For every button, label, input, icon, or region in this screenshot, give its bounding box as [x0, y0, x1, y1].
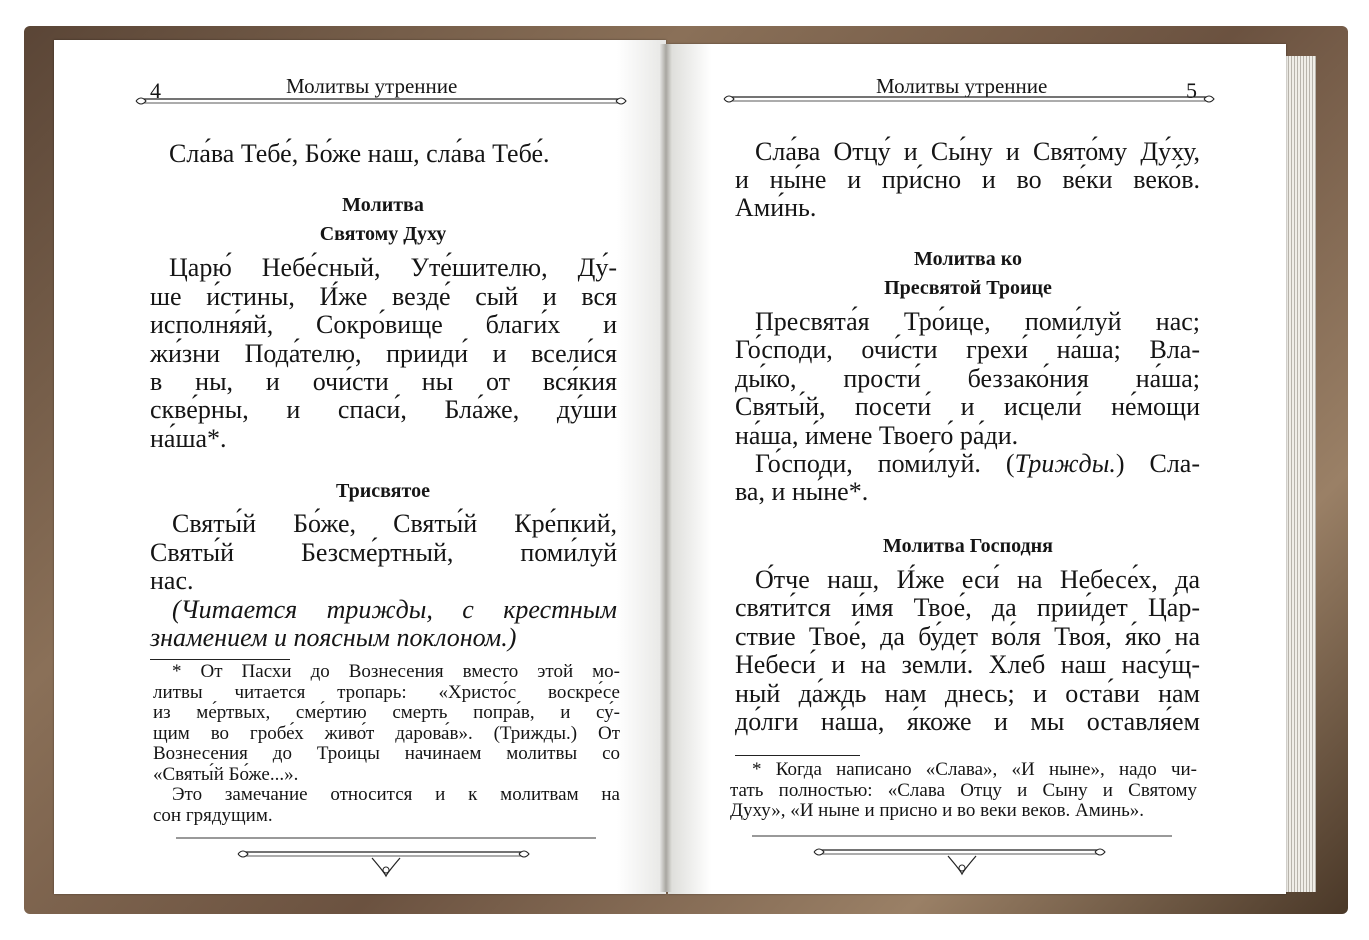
book-spine [660, 44, 672, 892]
left-opening-line: Сла́ва Тебе́, Бо́же наш, сла́ва Тебе́. [169, 139, 550, 168]
text-line: Го́споди, очи́сти грехи́ на́ша; Вла- [735, 335, 1200, 364]
text-line: Царю́ Небе́сный, Уте́шителю, Ду́- [169, 253, 617, 282]
right-header-rule [722, 92, 1216, 108]
text-line: О́тче наш, И́же еси́ на Небесе́х, да [755, 565, 1200, 594]
right-footnote-rule [735, 755, 860, 756]
text-line: ды́ко, прости́ беззако́ния на́ша; [735, 364, 1200, 393]
text-line: нас. [150, 566, 194, 595]
and-now-line: ва, и ны́не*. [735, 477, 869, 506]
text-line: Святы́й Безсме́ртный, поми́луй [150, 538, 617, 567]
text-line: и ны́не и при́сно и во ве́ки веко́в. [735, 165, 1200, 194]
heading-lords-prayer: Молитва Господня [883, 535, 1053, 557]
text-line: Святы́й Бо́же, Святы́й Кре́пкий, [172, 509, 617, 538]
footnote-line: тать полностью: «Слава Отцу и Сыну и Святому [730, 780, 1197, 801]
footnote-line: из ме́ртвых, сме́ртию смерть попра́в, и су́- [153, 702, 620, 723]
left-footnote-rule [150, 659, 290, 660]
page-edges [1286, 56, 1316, 892]
lord-have-mercy-text-end: ) Сла- [1115, 449, 1200, 478]
text-line: знамением и поясным поклоном.) [150, 623, 517, 652]
left-page-number: 4 [150, 78, 161, 103]
heading-trisagion: Трисвятое [336, 480, 430, 502]
lord-have-mercy-text: Го́споди, поми́луй. ( [755, 449, 1015, 478]
text-line: (Читается трижды, с крестным [172, 595, 617, 624]
heading-prayer-trinity-2: Пресвятой Троице [884, 277, 1052, 299]
text-line: Ами́нь. [735, 193, 817, 222]
thrice-note: Трижды. [1014, 449, 1116, 478]
text-line: до́лги на́ша, я́коже и мы оставля́ем [735, 707, 1200, 736]
lord-have-mercy-line [755, 450, 1200, 478]
left-bottom-ornament [176, 832, 596, 885]
footnote-line: щим во гробе́х живо́т дарова́в». (Трижды.) От [153, 723, 620, 744]
heading-prayer-holy-spirit-1: Молитва [342, 194, 424, 216]
right-page-number: 5 [1186, 78, 1197, 103]
text-line: ный да́ждь нам днесь; и оста́ви нам [735, 679, 1200, 708]
text-line: в ны, и очи́сти ны от вся́кия [150, 367, 617, 396]
text-line: жи́зни Пода́телю, прииди́ и всели́ся [150, 339, 617, 368]
footnote-line: «Святы́й Бо́же...». [153, 764, 299, 785]
left-header-rule [134, 94, 628, 110]
heading-prayer-trinity-1: Молитва ко [914, 248, 1022, 270]
text-line: на́ша, и́мене Твоего́ ра́ди. [735, 421, 1019, 450]
text-line: святи́тся и́мя Твое́, да прии́дет Ца́р- [735, 593, 1200, 622]
right-running-header: Молитвы утренние [876, 74, 1048, 98]
footnote-line: Это замечание относится и к молитвам на [172, 784, 620, 805]
footnote-line: литвы читается тропарь: «Христо́с воскре́се [153, 682, 620, 703]
text-line: Небеси́ и на земли́. Хлеб наш насу́щ- [735, 650, 1200, 679]
text-line: Пресвята́я Тро́ице, поми́луй нас; [755, 307, 1200, 336]
text-line: ствие Твое́, да бу́дет во́ля Твоя́, я́ко на [735, 622, 1200, 651]
text-line: Сла́ва Отцу́ и Сы́ну и Свято́му Ду́ху, [755, 137, 1200, 166]
text-line: на́ша*. [150, 424, 227, 453]
footnote-line: * От Пасхи до Вознесения вместо этой мо- [172, 661, 620, 682]
left-running-header: Молитвы утренние [286, 74, 458, 98]
text-line: ше и́стины, И́же везде́ сый и вся [150, 282, 617, 311]
right-bottom-ornament [752, 832, 1172, 885]
footnote-line: Вознесения до Троицы начинаем молитвы со [153, 743, 620, 764]
text-line: скве́рны, и спаси́, Бла́же, ду́ши [150, 395, 617, 424]
text-line: Святы́й, посети́ и исцели́ не́мощи [735, 392, 1200, 421]
footnote-line: * Когда написано «Слава», «И ныне», надо чи- [752, 759, 1197, 780]
footnote-line: сон грядущим. [153, 805, 273, 826]
text-line: исполня́яй, Сокро́вище благи́х и [150, 310, 617, 339]
heading-prayer-holy-spirit-2: Святому Духу [319, 223, 447, 245]
footnote-line: Духу», «И ныне и присно и во веки веков. Аминь». [730, 800, 1145, 821]
